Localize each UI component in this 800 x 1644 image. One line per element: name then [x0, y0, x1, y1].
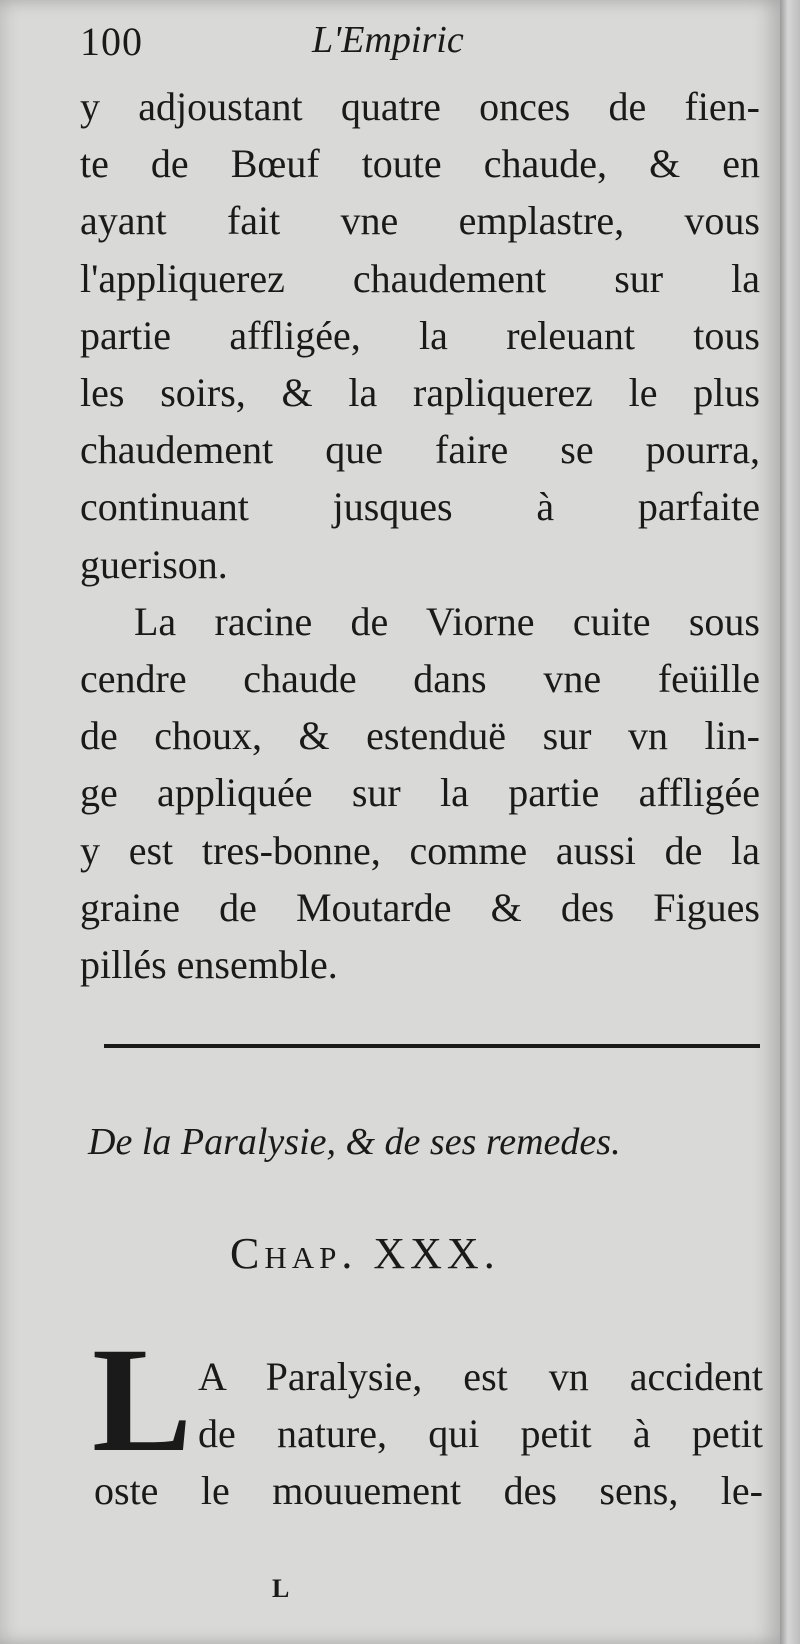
text-line: chaudement que faire se pourra,: [80, 427, 760, 473]
text-line: La racine de Viorne cuite sous: [134, 598, 760, 644]
signature-mark: L: [272, 1574, 290, 1603]
text-line: cendre chaude dans vne feüille: [80, 656, 760, 702]
running-title: L'Empiric: [312, 19, 464, 61]
text-line: partie affligée, la releuant tous: [80, 312, 760, 358]
chapter-text: [94, 1348, 763, 1520]
text-line: de choux, & estenduë sur vn lin-: [80, 713, 760, 759]
text-line: y est tres-bonne, comme aussi de la: [80, 827, 760, 873]
page-header: [80, 18, 780, 78]
section-divider: [104, 1044, 760, 1048]
page-edge: [780, 0, 800, 1644]
chapter-heading: Chap. XXX.: [230, 1229, 500, 1278]
text-line: de nature, qui petit à petit: [198, 1411, 763, 1457]
page-number: 100: [80, 19, 143, 64]
drop-cap: L: [92, 1317, 193, 1483]
text-line: guerison.: [80, 541, 228, 587]
text-line: graine de Moutarde & des Figues: [80, 884, 760, 930]
text-line: les soirs, & la rapliquerez le plus: [80, 370, 760, 416]
body-text: [80, 78, 760, 993]
text-line: oste le mouuement des sens, le-: [94, 1468, 763, 1514]
paragraph-2: [80, 593, 760, 993]
text-line: ge appliquée sur la partie affligée: [80, 770, 760, 816]
text-line: A Paralysie, est vn accident: [198, 1354, 763, 1399]
text-line: continuant jusques à parfaite: [80, 484, 760, 530]
text-line: pillés ensemble.: [80, 942, 338, 988]
text-line: l'appliquerez chaudement sur la: [80, 255, 760, 301]
section-title: De la Paralysie, & de ses remedes.: [88, 1121, 621, 1163]
text-line: ayant fait vne emplastre, vous: [80, 198, 760, 244]
paragraph-1: [80, 78, 760, 593]
text-line: te de Bœuf toute chaude, & en: [80, 141, 760, 187]
text-line: y adjoustant quatre onces de fien-: [80, 84, 760, 129]
